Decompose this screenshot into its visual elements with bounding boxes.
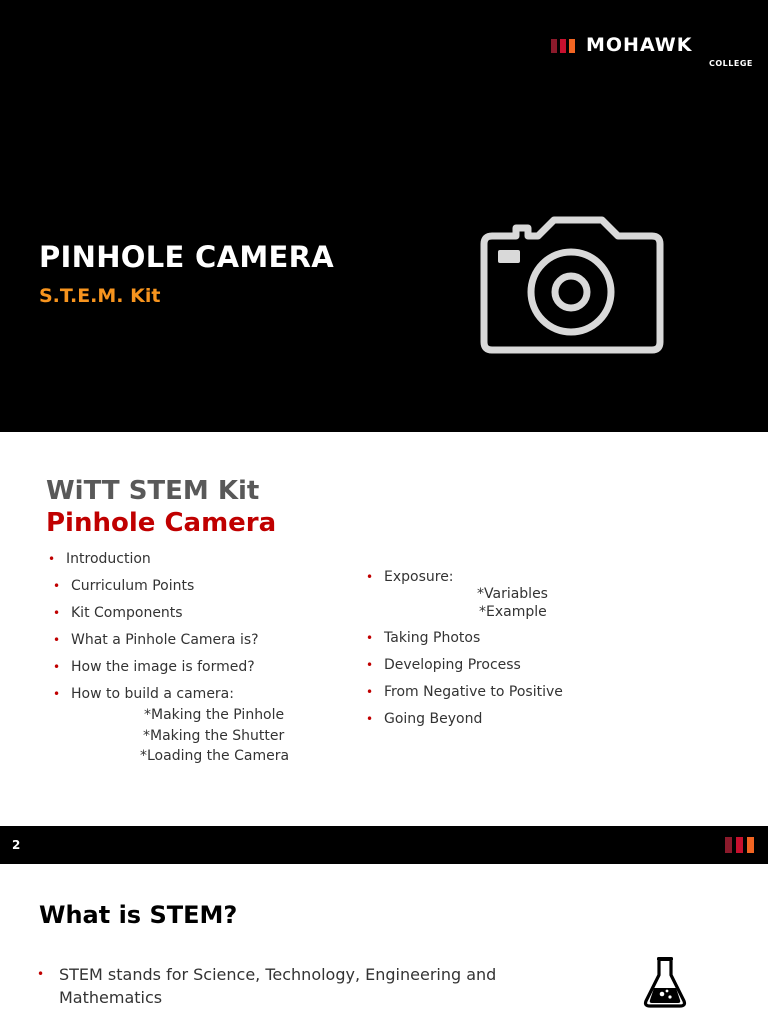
agenda-slide bbox=[0, 432, 768, 826]
logo-name: MOHAWK bbox=[586, 34, 693, 56]
slide-title: What is STEM? bbox=[39, 901, 238, 929]
sub-item: *Making the Pinhole bbox=[144, 707, 285, 723]
list-item: • Kit Components bbox=[71, 605, 259, 632]
list-item: • How to build a camera: bbox=[71, 686, 259, 713]
agenda-subheading: Pinhole Camera bbox=[46, 508, 277, 538]
list-item: • Introduction bbox=[66, 551, 254, 578]
list-item: • Developing Process bbox=[384, 657, 563, 684]
list-item: • What a Pinhole Camera is? bbox=[71, 632, 259, 659]
mohawk-college-logo bbox=[551, 34, 753, 72]
list-item: STEM stands for Science, Technology, Engineering and Mathematics bbox=[59, 965, 497, 1007]
list-item: • Curriculum Points bbox=[71, 578, 259, 605]
title-slide bbox=[0, 0, 768, 432]
logo-subtext: COLLEGE bbox=[709, 59, 753, 68]
slide-subtitle: S.T.E.M. Kit bbox=[39, 285, 161, 307]
slide-title: PINHOLE CAMERA bbox=[39, 240, 334, 274]
flask-icon bbox=[642, 955, 688, 1009]
agenda-heading: WiTT STEM Kit bbox=[46, 476, 260, 506]
bullet-dot: • bbox=[37, 967, 45, 981]
sub-item: *Example bbox=[479, 604, 547, 620]
page-footer-bar bbox=[0, 826, 768, 864]
camera-icon bbox=[478, 214, 668, 356]
agenda-left-list bbox=[66, 551, 259, 713]
sub-item: *Loading the Camera bbox=[140, 748, 290, 764]
page-number: 2 bbox=[12, 838, 21, 852]
list-item: • From Negative to Positive bbox=[384, 684, 563, 711]
list-item: • How the image is formed? bbox=[71, 659, 259, 686]
list-item: • Taking Photos bbox=[384, 630, 563, 657]
list-item: • Exposure: bbox=[384, 569, 563, 630]
list-item: • Going Beyond bbox=[384, 711, 563, 738]
sub-item: *Making the Shutter bbox=[143, 728, 285, 744]
sub-item: *Variables bbox=[477, 586, 548, 602]
